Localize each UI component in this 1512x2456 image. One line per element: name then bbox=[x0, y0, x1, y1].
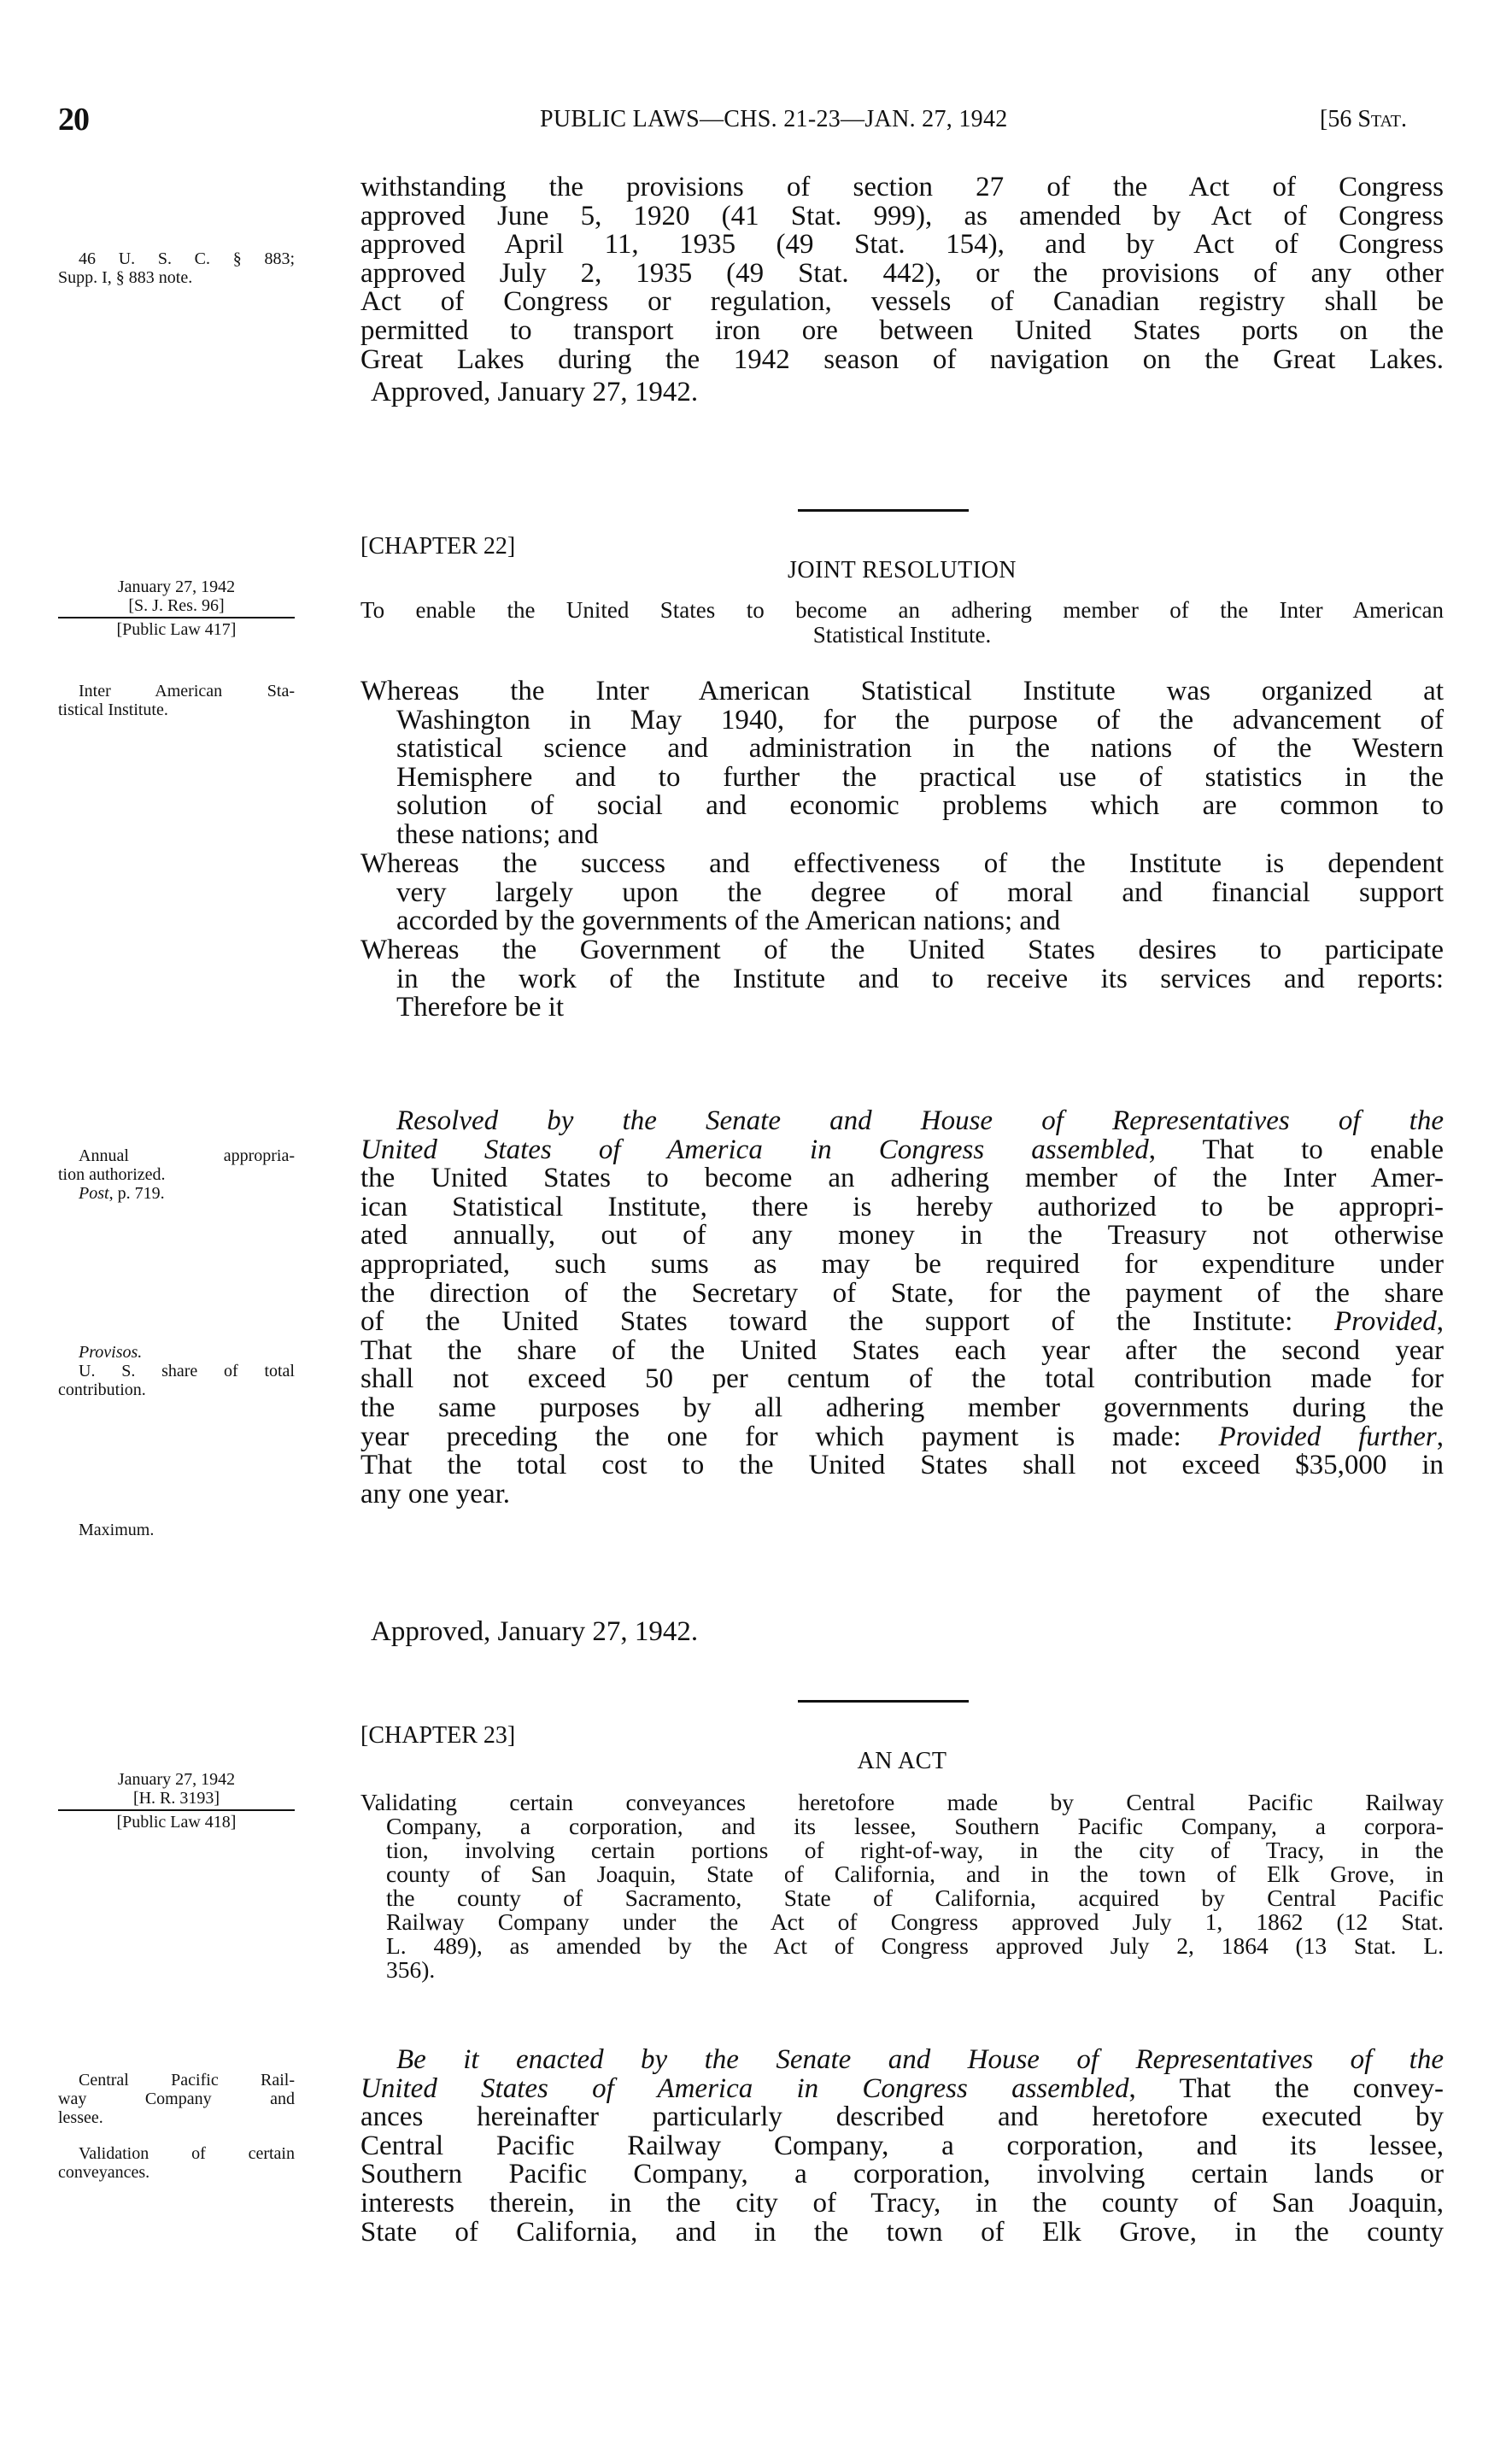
text-line: interests therein, in the city of Tracy, in the county of San Joaquin, bbox=[360, 2187, 1444, 2219]
text-line: the same purposes by all adhering member governments during the bbox=[360, 1392, 1444, 1423]
text-fragment: , bbox=[1436, 1306, 1444, 1338]
title-line: To enable the United States to become an adhering member of the Inter American bbox=[360, 597, 1444, 623]
text-line: accorded by the governments of the American nations; and bbox=[396, 906, 1061, 937]
text-line: Hemisphere and to further the practical use of statistics in the bbox=[396, 761, 1444, 793]
text-line: Great Lakes during the 1942 season of navigation on the Great Lakes. bbox=[360, 343, 1444, 375]
margin-note-usc-citation bbox=[58, 249, 295, 287]
text-line: Washington in May 1940, for the purpose of the advancement of bbox=[396, 704, 1444, 736]
text-line: Central Pacific Railway Company, a corporation, and its lessee, bbox=[360, 2130, 1444, 2161]
divider bbox=[58, 617, 295, 618]
whereas-clause-3 bbox=[360, 936, 1444, 1023]
bill-number: [H. R. 3193] bbox=[132, 1789, 220, 1808]
text-line: very largely upon the degree of moral and financial support bbox=[396, 876, 1444, 908]
margin-note-line: Central Pacific Rail- bbox=[79, 2071, 295, 2090]
chapter-23-label: [CHAPTER 23] bbox=[360, 1722, 516, 1749]
title-line: tion, involving certain portions of right-of-way, in the city of Tracy, in the bbox=[386, 1837, 1444, 1863]
divider bbox=[58, 1809, 295, 1811]
legislative-history-ch22 bbox=[58, 577, 295, 639]
text-line: appropriated, such sums as may be required for expenditure under bbox=[360, 1248, 1444, 1280]
margin-note-line: Supp. I, § 883 note. bbox=[58, 268, 193, 287]
enactment-date: January 27, 1942 bbox=[117, 1770, 236, 1789]
provided-italic: Provided bbox=[1334, 1306, 1437, 1338]
text-line: the United States to become an adhering member of the Inter Amer- bbox=[360, 1163, 1444, 1194]
text-fragment: year preceding the one for which payment is made: bbox=[360, 1421, 1219, 1452]
approval-date-ch22: Approved, January 27, 1942. bbox=[371, 1616, 699, 1647]
public-law-number: [Public Law 418] bbox=[116, 1813, 237, 1832]
margin-note-line: Maximum. bbox=[79, 1521, 155, 1539]
margin-note-line: Annual appropria- bbox=[79, 1146, 295, 1165]
text-line: ated annually, out of any money in the Treasury not otherwise bbox=[360, 1220, 1444, 1251]
margin-note-line: Inter American Sta- bbox=[79, 682, 295, 700]
legislative-history-ch23 bbox=[58, 1770, 295, 1832]
margin-note-provisos bbox=[58, 1343, 295, 1399]
text-line: State of California, and in the town of Elk Grove, in the county bbox=[360, 2216, 1444, 2248]
enacting-clause bbox=[360, 2046, 1444, 2247]
approval-date-ch21: Approved, January 27, 1942. bbox=[371, 377, 699, 407]
margin-note-line: way Company and bbox=[58, 2090, 295, 2108]
text-line: Whereas the success and effectiveness of the Institute is dependent bbox=[360, 848, 1444, 879]
title-line: Railway Company under the Act of Congress approved July 1, 1862 (12 Stat. bbox=[386, 1908, 1444, 1935]
resolved-italic: United States of America in Congress assembled bbox=[360, 1134, 1149, 1165]
title-line: Company, a corporation, and its lessee, Southern Pacific Company, a corpora- bbox=[386, 1813, 1444, 1839]
title-line: Statistical Institute. bbox=[812, 622, 992, 648]
chapter-22-label: [CHAPTER 22] bbox=[360, 533, 516, 560]
text-line: Southern Pacific Company, a corporation, involving certain lands or bbox=[360, 2159, 1444, 2190]
title-line: county of San Joaquin, State of California, and in the town of Elk Grove, in bbox=[386, 1861, 1444, 1887]
title-line: Validating certain conveyances heretofore made by Central Pacific Railway bbox=[360, 1789, 1444, 1815]
whereas-clause-2 bbox=[360, 850, 1444, 936]
post-page: , p. 719. bbox=[108, 1184, 165, 1203]
margin-note-line: contribution. bbox=[58, 1380, 146, 1399]
resolving-clause bbox=[360, 1107, 1444, 1509]
public-law-number: [Public Law 417] bbox=[116, 620, 237, 639]
enacted-italic: United States of America in Congress assembled bbox=[360, 2072, 1129, 2104]
provisos-label: Provisos. bbox=[79, 1343, 143, 1362]
text-line: Whereas the Government of the United States desires to participate bbox=[360, 935, 1444, 965]
margin-note-line: U. S. share of total bbox=[79, 1362, 295, 1380]
text-line: shall not exceed 50 per centum of the total contribution made for bbox=[360, 1363, 1444, 1395]
text-line: permitted to transport iron ore between United States ports on the bbox=[360, 314, 1444, 346]
text-fragment: , That the convey- bbox=[1128, 2072, 1444, 2104]
bill-number: [S. J. Res. 96] bbox=[128, 596, 225, 615]
title-line: 356). bbox=[386, 1956, 436, 1983]
margin-note-railway bbox=[58, 2071, 295, 2127]
margin-note-maximum bbox=[58, 1521, 295, 1539]
provided-further-italic: Provided further bbox=[1218, 1421, 1437, 1452]
text-line: approved July 2, 1935 (49 Stat. 442), or the provisions of any other bbox=[360, 257, 1444, 289]
text-line: approved June 5, 1920 (41 Stat. 999), as amended by Act of Congress bbox=[360, 200, 1444, 232]
margin-note-line: lessee. bbox=[58, 2108, 103, 2127]
resolution-title bbox=[360, 598, 1444, 648]
volume-stat: Stat. bbox=[1357, 106, 1407, 132]
margin-note-line: Validation of certain bbox=[79, 2144, 295, 2163]
text-fragment: , That to enable bbox=[1148, 1134, 1444, 1165]
text-line: ican Statistical Institute, there is hereby authorized to be appropri- bbox=[360, 1191, 1444, 1222]
running-header bbox=[0, 101, 1512, 138]
text-line: these nations; and bbox=[396, 818, 599, 850]
margin-note-line: tion authorized. bbox=[58, 1165, 166, 1184]
an-act-heading: AN ACT bbox=[857, 1748, 947, 1774]
text-line: Therefore be it bbox=[396, 992, 565, 1023]
page-number: 20 bbox=[58, 102, 89, 138]
margin-note-line: tistical Institute. bbox=[58, 700, 168, 719]
running-title: PUBLIC LAWS—CHS. 21-23—JAN. 27, 1942 bbox=[540, 106, 1008, 132]
text-line: withstanding the provisions of section 27 of the Act of Congress bbox=[360, 172, 1444, 202]
joint-resolution-heading: JOINT RESOLUTION bbox=[787, 557, 1017, 583]
volume-reference bbox=[1320, 106, 1407, 133]
text-line: solution of social and economic problems which are common to bbox=[396, 790, 1444, 822]
margin-note-line: conveyances. bbox=[58, 2163, 150, 2182]
act-title bbox=[360, 1791, 1444, 1982]
margin-note-line: 46 U. S. C. § 883; bbox=[79, 249, 295, 268]
resolved-italic-line: Resolved by the Senate and House of Representatives of the bbox=[396, 1105, 1444, 1136]
volume-prefix: [56 bbox=[1320, 106, 1358, 132]
chapter21-continuation-text bbox=[360, 173, 1444, 374]
text-line bbox=[360, 2072, 1444, 2104]
margin-note-validation bbox=[58, 2144, 295, 2182]
whereas-clause-1 bbox=[360, 677, 1444, 850]
text-line bbox=[360, 1423, 1444, 1452]
post-italic: Post bbox=[79, 1184, 109, 1203]
text-line: statistical science and administration in the nations of the Western bbox=[396, 733, 1444, 765]
text-line: the direction of the Secretary of State, for the payment of the share bbox=[360, 1277, 1444, 1309]
text-line: That the share of the United States each year after the second year bbox=[360, 1334, 1444, 1366]
margin-note-institute bbox=[58, 682, 295, 719]
text-line: Whereas the Inter American Statistical Institute was organized at bbox=[360, 676, 1444, 706]
margin-note-annual-appropriation bbox=[58, 1146, 295, 1203]
text-line: ances hereinafter particularly described and heretofore executed by bbox=[360, 2101, 1444, 2133]
margin-note-cross-reference bbox=[58, 1184, 295, 1203]
section-divider-rule bbox=[798, 1700, 969, 1703]
enacted-italic-line: Be it enacted by the Senate and House of Representatives of the bbox=[396, 2044, 1444, 2075]
section-divider-rule bbox=[798, 509, 969, 512]
enactment-date: January 27, 1942 bbox=[117, 577, 236, 596]
title-line: the county of Sacramento, State of California, acquired by Central Pacific bbox=[386, 1884, 1444, 1911]
text-line: any one year. bbox=[360, 1478, 511, 1509]
text-fragment: of the United States toward the support of the Institute: bbox=[360, 1306, 1334, 1338]
text-line: in the work of the Institute and to receive its services and reports: bbox=[396, 963, 1444, 994]
text-line: Act of Congress or regulation, vessels of Canadian registry shall be bbox=[360, 286, 1444, 318]
text-line bbox=[360, 1136, 1444, 1165]
text-fragment: , bbox=[1436, 1421, 1444, 1452]
text-line: approved April 11, 1935 (49 Stat. 154), and by Act of Congress bbox=[360, 229, 1444, 261]
title-line: L. 489), as amended by the Act of Congress approved July 2, 1864 (13 Stat. L. bbox=[386, 1932, 1444, 1959]
text-line: That the total cost to the United States shall not exceed $35,000 in bbox=[360, 1450, 1444, 1481]
text-line bbox=[360, 1308, 1444, 1337]
